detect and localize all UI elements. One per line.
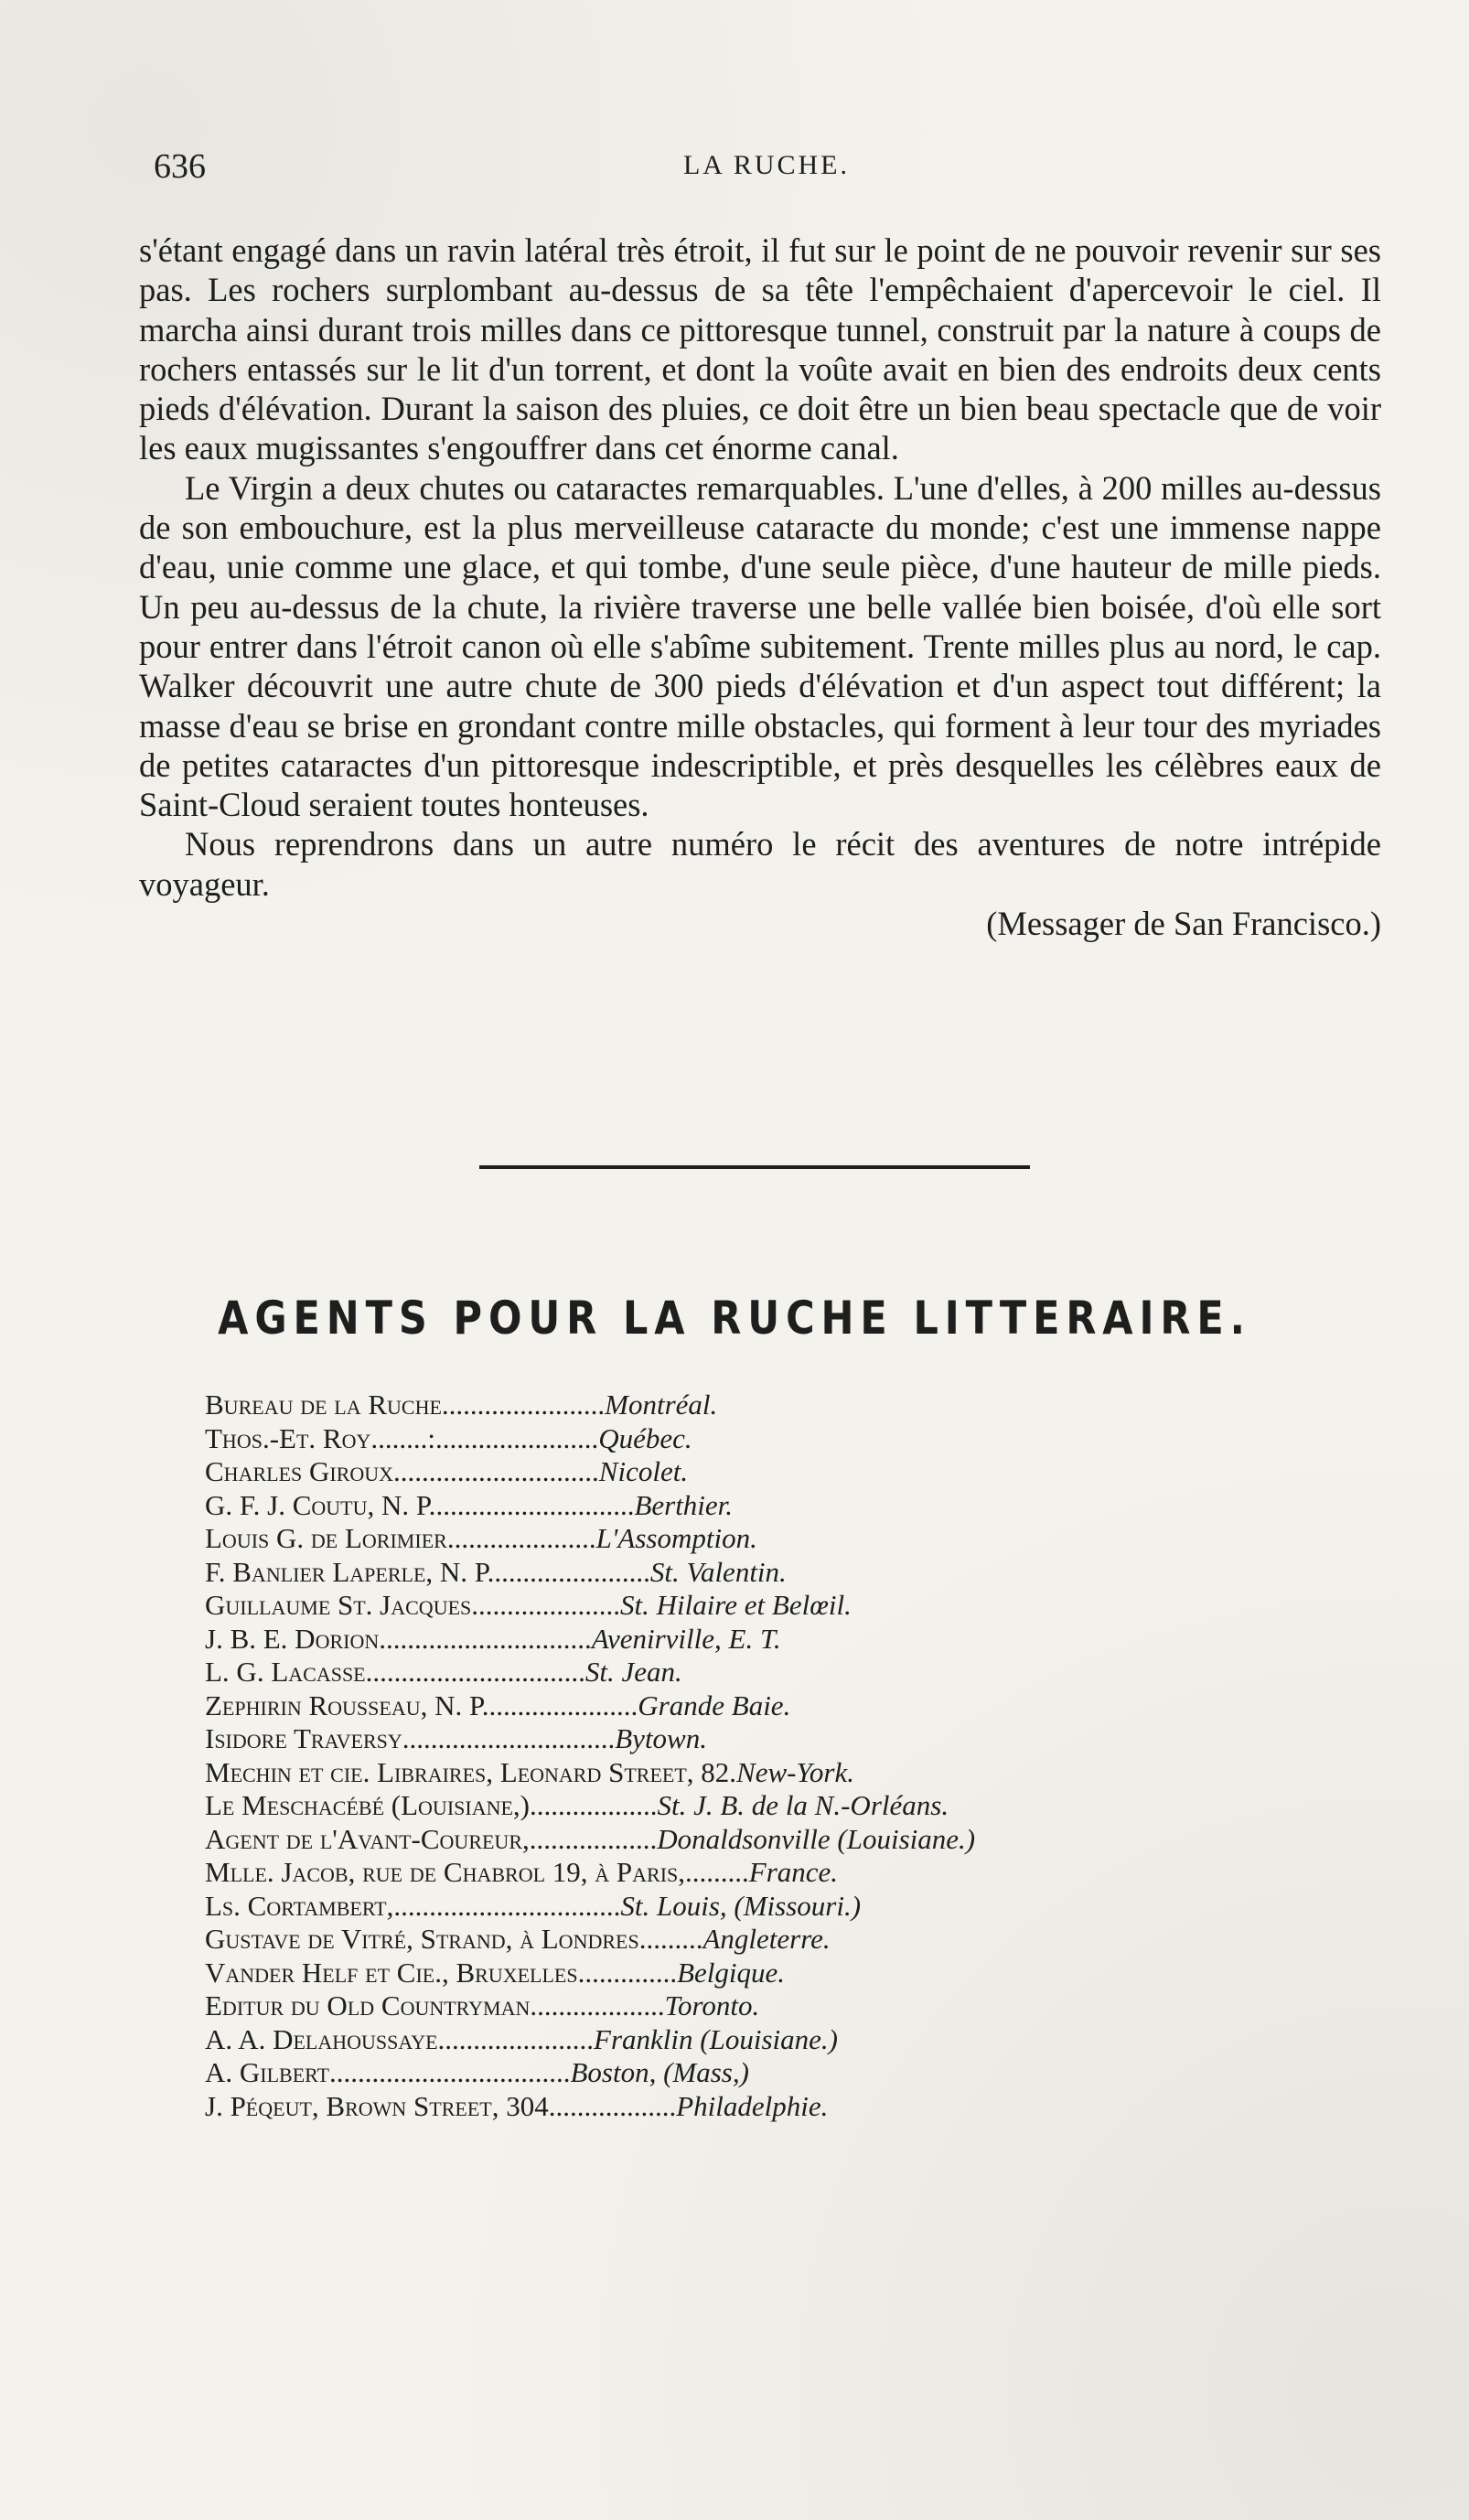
agent-name: Louis G. de Lorimier — [205, 1522, 447, 1554]
agent-entry — [205, 1522, 1394, 1556]
agent-name: Zephirin Rousseau, N. P. — [205, 1689, 489, 1721]
agent-place: Berthier. — [634, 1488, 734, 1521]
agent-dot-leader: ............................. — [393, 1455, 599, 1487]
agent-entry — [205, 1589, 1394, 1623]
agent-dot-leader: ......... — [638, 1923, 703, 1955]
agent-name: Vander Helf et Cie., Bruxelles — [205, 1956, 578, 1989]
agent-dot-leader: .............................. — [402, 1722, 616, 1754]
agent-place: New-York. — [736, 1755, 854, 1788]
agent-place: Nicolet. — [598, 1455, 689, 1487]
agent-place: Boston, (Mass,) — [570, 2056, 749, 2088]
agent-place: Montréal. — [605, 1389, 718, 1421]
agent-place: St. J. B. de la N.-Orléans. — [657, 1789, 949, 1821]
agent-place: L'Assomption. — [595, 1522, 757, 1554]
agent-dot-leader: ..................... — [471, 1589, 621, 1621]
agent-name: Bureau de la Ruche — [205, 1389, 442, 1421]
agent-entry — [205, 1856, 1394, 1890]
agent-entry — [205, 1890, 1394, 1924]
agent-dot-leader: ............................ — [435, 1488, 635, 1521]
agent-entry — [205, 1789, 1394, 1823]
agent-name: Guillaume St. Jacques — [205, 1589, 472, 1621]
agent-dot-leader: .................. — [548, 2089, 677, 2122]
section-divider-rule — [479, 1165, 1030, 1169]
agent-place: Québec. — [598, 1421, 692, 1454]
agent-dot-leader: ............................... — [365, 1656, 585, 1688]
agent-entry — [205, 1756, 1394, 1790]
agent-place: Donaldsonville (Louisiane.) — [657, 1822, 976, 1855]
agent-dot-leader: ...................... — [437, 2022, 595, 2055]
agent-name: A. Gilbert — [205, 2056, 329, 2088]
agent-place: Franklin (Louisiane.) — [594, 2022, 838, 2055]
agent-name: J. B. E. Dorion — [205, 1622, 380, 1655]
agent-place: St. Hilaire et Belœil. — [620, 1589, 852, 1621]
page-number: 636 — [154, 147, 206, 186]
agent-dot-leader: .................................. — [328, 2056, 571, 2088]
agent-name: J. Péqeut, Brown Street, 304 — [205, 2089, 549, 2122]
agent-name: Le Meschacébé (Louisiane,) — [205, 1789, 530, 1821]
agent-place: Grande Baie. — [638, 1689, 791, 1721]
agent-name: L. G. Lacasse — [205, 1656, 366, 1688]
agents-section-title: AGENTS POUR LA RUCHE LITTERAIRE. — [218, 1292, 1251, 1345]
article-paragraph: s'étant engagé dans un ravin latéral très étroit, il fut sur le point de ne pouvoir revenir sur ses pas. Les rochers surplombant au-dessus de sa tête l'empêchaient d'apercevoir le ciel. Il marcha ainsi durant trois milles dans ce pittoresque tunnel, construit par la nature à coups de rochers entassés sur le lit d'un torrent, et dont la voûte avait en bien des endroits deux cents pieds d'élévation. Durant la saison des pluies, ce doit être un bien beau spectacle que de voir les eaux mugissantes s'engouffrer dans cet énorme canal. — [139, 231, 1381, 467]
article-closing-sentence: Nous reprendrons dans un autre numéro le récit des aventures de notre intrépide voyageur. — [139, 825, 1381, 903]
agent-entry — [205, 1689, 1394, 1723]
agent-dot-leader: ...................... — [494, 1555, 650, 1588]
agents-list — [205, 1389, 1394, 2123]
agent-dot-leader: .................. — [529, 1822, 658, 1855]
agent-name: G. F. J. Coutu, N. P. — [205, 1488, 436, 1521]
agent-dot-leader: ......... — [685, 1856, 749, 1888]
agent-name: Gustave de Vitré, Strand, à Londres — [205, 1923, 639, 1955]
agent-dot-leader: ..................... — [446, 1522, 596, 1554]
agent-dot-leader: ................... — [530, 1989, 665, 2021]
agent-dot-leader: .................. — [530, 1789, 658, 1821]
agent-name: Mechin et cie. Libraires, Leonard Street, 82. — [205, 1755, 737, 1788]
agent-entry — [205, 1389, 1394, 1422]
agent-entry — [205, 2090, 1394, 2124]
agent-name: F. Banlier Laperle, N. P. — [205, 1555, 495, 1588]
agent-dot-leader: .............. — [577, 1956, 678, 1989]
agent-entry — [205, 2023, 1394, 2057]
agent-name: Charles Giroux — [205, 1455, 394, 1487]
page-header — [154, 146, 1379, 192]
running-title: LA RUCHE. — [682, 150, 850, 180]
agent-entry — [205, 2056, 1394, 2090]
agent-name: Ls. Cortambert, — [205, 1889, 394, 1922]
agent-place: Belgique. — [677, 1956, 786, 1989]
agent-entry — [205, 1623, 1394, 1657]
agent-dot-leader: ..................... — [488, 1689, 638, 1721]
agent-name: Isidore Traversy — [205, 1722, 402, 1754]
article-attribution: (Messager de San Francisco.) — [986, 905, 1381, 943]
agent-place: Avenirville, E. T. — [591, 1622, 781, 1655]
article-paragraph: Le Virgin a deux chutes ou cataractes remarquables. L'une d'elles, à 200 milles au-dessus de son embouchure, est la plus merveilleuse cataracte du monde; c'est une immense nappe d'eau, unie comme une glace, et qui tombe, d'une seule pièce, d'une hauteur de mille pieds. Un peu au-dessus de la chute, la rivière traverse une belle vallée bien boisée, d'où elle sort pour entrer dans l'étroit canon où elle s'abîme subitement. Trente milles plus au nord, le cap. Walker découvrit une autre chute de 300 pieds d'élévation et d'un aspect tout différent; la masse d'eau se brise en grondant contre mille obstacles, qui forment à leur tour des myriades de petites cataractes d'un pittoresque indescriptible, et près desquelles les célèbres eaux de Saint-Cloud seraient toutes honteuses. — [139, 468, 1381, 824]
agent-dot-leader: ....................... — [441, 1389, 606, 1421]
agent-dot-leader: ........:....................... — [370, 1421, 599, 1454]
agent-name: Agent de l'Avant-Coureur, — [205, 1822, 530, 1855]
agent-name: Thos.-Et. Roy — [205, 1421, 371, 1454]
agent-entry — [205, 1722, 1394, 1756]
agent-entry — [205, 1923, 1394, 1957]
agent-place: St. Valentin. — [649, 1555, 787, 1588]
agent-place: St. Jean. — [584, 1656, 682, 1688]
agent-entry — [205, 1989, 1394, 2023]
agent-entry — [205, 1556, 1394, 1590]
agent-place: St. Louis, (Missouri.) — [620, 1889, 862, 1922]
agent-place: Philadelphie. — [676, 2089, 829, 2122]
agent-name: A. A. Delahoussaye — [205, 2022, 438, 2055]
agent-place: Angleterre. — [702, 1923, 831, 1955]
agent-dot-leader: ................................ — [393, 1889, 621, 1922]
agent-name: Mlle. Jacob, rue de Chabrol 19, à Paris, — [205, 1856, 686, 1888]
agent-entry — [205, 1422, 1394, 1456]
agent-place: France. — [748, 1856, 839, 1888]
article-body — [139, 231, 1381, 943]
agent-name: Editur du Old Countryman — [205, 1989, 531, 2021]
agent-entry — [205, 1957, 1394, 1990]
agent-dot-leader: .............................. — [379, 1622, 592, 1655]
agent-entry — [205, 1489, 1394, 1523]
agent-entry — [205, 1823, 1394, 1857]
agent-place: Bytown. — [615, 1722, 707, 1754]
article-paragraph — [139, 824, 1381, 943]
agent-entry — [205, 1455, 1394, 1489]
agent-place: Toronto. — [664, 1989, 760, 2021]
agent-entry — [205, 1656, 1394, 1689]
